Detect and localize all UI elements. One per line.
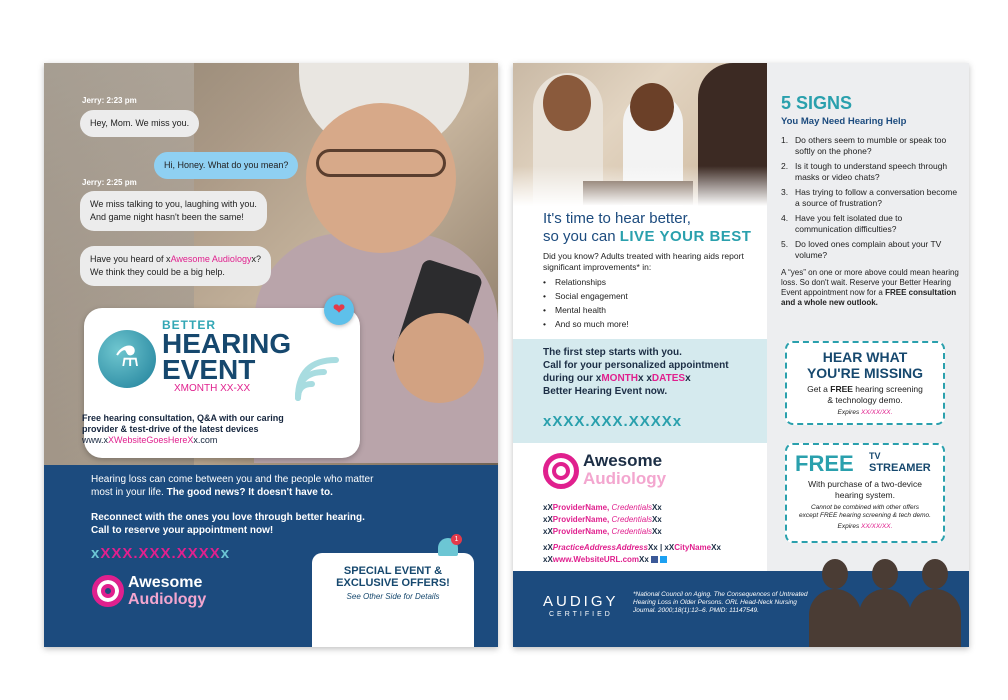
- flyer-front-page: [44, 63, 498, 647]
- coupon-expiry: [787, 523, 943, 530]
- url-part: XWebsiteGoesHereX: [108, 435, 194, 445]
- provider-x: xX: [543, 515, 553, 524]
- band-line: Reconnect with the ones you love through better hearing.: [91, 512, 365, 523]
- footnote: *National Council on Aging. The Consequences of Untreated Hearing Loss in Older Persons. ORL Head-Neck Nursing Journal. 2000;18(1):12–6. PMID: 11147549.: [633, 591, 808, 614]
- provider-x: xX: [543, 527, 553, 536]
- list-item: [781, 239, 961, 260]
- event-better-label: BETTER: [162, 318, 216, 332]
- event-desc-line: Free hearing consultation, Q&A with our caring: [82, 413, 284, 423]
- event-month: XMONTH XX-XX: [174, 383, 251, 394]
- coupon-desc: [787, 479, 943, 501]
- coupon-title: YOU'RE MISSING: [806, 365, 924, 381]
- sign-number: 2.: [781, 161, 789, 171]
- did-you-know-text: Did you know? Adults treated with hearing aids report significant improvements* in:: [543, 251, 744, 272]
- provider-name: ProviderName,: [552, 503, 612, 512]
- list-item: • And so much more!: [543, 319, 629, 333]
- band-bold: The good news? It doesn't have to.: [163, 487, 333, 498]
- chat-line: We miss talking to you, laughing with you.: [90, 199, 257, 209]
- provider-line: [543, 515, 662, 524]
- sign-text: Has trying to follow a conversation become a source of frustration?: [795, 187, 958, 208]
- brand-name: Awesome Audiology: [170, 254, 252, 264]
- address-x: Xx | xX: [647, 543, 675, 552]
- offer-title: SPECIAL EVENT &: [343, 565, 443, 577]
- coupon-text: hearing screening: [852, 384, 923, 394]
- coupon-free: FREE: [795, 451, 854, 476]
- logo-word: Audiology: [583, 469, 667, 488]
- logo-word: Audiology: [128, 591, 207, 608]
- coupon-expiry: [787, 409, 943, 416]
- event-url[interactable]: [82, 435, 382, 446]
- chat-bubble: [80, 191, 267, 231]
- step-dates: DATES: [651, 373, 686, 384]
- audigy-logo: AUDIGY: [543, 593, 619, 610]
- sign-number: 3.: [781, 187, 789, 197]
- band-cta: [91, 511, 431, 537]
- url-part: x.com: [193, 435, 218, 445]
- facebook-icon[interactable]: [651, 556, 658, 563]
- person-silhouette-icon: [909, 559, 961, 647]
- five-signs-panel: [767, 63, 969, 571]
- signs-title: 5 SIGNS: [781, 93, 853, 113]
- coupon-streamer: STREAMER: [869, 462, 931, 474]
- step-line: Better Hearing Event now.: [543, 386, 668, 397]
- special-offer-box: [312, 553, 474, 647]
- step-text: x x: [638, 373, 652, 384]
- band-paragraph: [91, 473, 431, 499]
- address-line: [543, 543, 721, 552]
- step-line: Call for your personalized appointment: [543, 360, 729, 371]
- provider-credentials: Credentials: [611, 515, 652, 524]
- step-text: during our x: [543, 373, 602, 384]
- chat-text: Have you heard of x: [90, 254, 171, 264]
- provider-x: Xx: [651, 503, 662, 512]
- event-event-label: EVENT: [162, 354, 256, 385]
- sign-number: 1.: [781, 135, 789, 145]
- band-line: most in your life.: [91, 487, 164, 498]
- coupon-text: hearing system.: [835, 490, 895, 500]
- band-line: Call to reserve your appointment now!: [91, 525, 274, 536]
- chat-line: We think they could be a big help.: [90, 267, 225, 277]
- provider-line: [543, 527, 662, 536]
- expiry-date: XX/XX/XX.: [861, 409, 893, 416]
- url-x: xX: [543, 555, 553, 564]
- ear-icon: ⚗: [98, 330, 156, 388]
- coupon-text: Get a: [807, 384, 831, 394]
- offer-note: See Other Side for Details: [346, 592, 440, 601]
- phone-number[interactable]: [91, 545, 230, 562]
- expiry-label: Expires: [837, 409, 862, 416]
- yes-paragraph: [781, 268, 961, 308]
- chat-text: x?: [251, 254, 261, 264]
- coupon-text: & technology demo.: [827, 395, 903, 405]
- chat-bubble: [80, 246, 271, 286]
- provider-credentials: Credentials: [611, 503, 652, 512]
- practice-address: PracticeAddressAddress: [552, 543, 648, 552]
- provider-x: xX: [543, 503, 553, 512]
- chat-bubble: Hi, Honey. What do you mean?: [154, 152, 298, 179]
- chat-sender-time: Jerry: 2:23 pm: [82, 96, 137, 105]
- list-item: [781, 135, 961, 156]
- coupon-desc: [787, 384, 943, 406]
- coupon-tv: TV: [869, 451, 881, 461]
- sign-text: Do others seem to mumble or speak too softly on the phone?: [795, 135, 947, 156]
- expiry-label: Expires: [837, 523, 862, 530]
- coupon-title: HEAR WHAT: [822, 349, 908, 365]
- step-line: [543, 373, 691, 384]
- audigy-certified: CERTIFIED: [549, 611, 613, 618]
- chat-sender-time: Jerry: 2:25 pm: [82, 178, 137, 187]
- fineprint-line: except FREE hearing screening & tech demo.: [799, 512, 931, 519]
- phone-digits: XXX.XXX.XXXX: [100, 545, 221, 562]
- heart-icon: ❤: [324, 295, 354, 325]
- free-tv-streamer-coupon: [785, 443, 945, 543]
- provider-line: [543, 503, 662, 512]
- signs-list: [781, 135, 961, 265]
- wifi-waves-icon: [284, 348, 344, 408]
- offer-title: EXCLUSIVE OFFERS!: [336, 577, 450, 589]
- sign-text: Is it tough to understand speech through masks or video chats?: [795, 161, 948, 182]
- chat-bubble: Hey, Mom. We miss you.: [80, 110, 199, 137]
- awesome-audiology-logo: [543, 450, 703, 492]
- family-chess-photo: [513, 63, 767, 206]
- sign-number: 4.: [781, 213, 789, 223]
- address-x: xX: [543, 543, 553, 552]
- logo-word: Awesome: [128, 574, 203, 591]
- bell-icon: [436, 534, 462, 558]
- headline: It's time to hear better,: [543, 210, 691, 227]
- step-text: x: [685, 373, 691, 384]
- band-line: Hearing loss can come between you and the people who matter: [91, 474, 374, 485]
- sign-number: 5.: [781, 239, 789, 249]
- list-item: • Social engagement: [543, 291, 629, 305]
- event-desc-line: provider & test-drive of the latest devices: [82, 424, 259, 434]
- list-item: • Mental health: [543, 305, 629, 319]
- phone-number[interactable]: xXXX.XXX.XXXXx: [543, 413, 683, 430]
- list-item: [781, 161, 961, 182]
- sign-text: Do loved ones complain about your TV volume?: [795, 239, 942, 260]
- event-hearing-label: HEARING: [162, 328, 292, 359]
- address-x: Xx: [711, 543, 721, 552]
- website-line[interactable]: [543, 555, 667, 564]
- footer-band: [513, 571, 969, 647]
- awesome-audiology-logo: [92, 572, 242, 612]
- list-item: [781, 187, 961, 208]
- logo-word: Awesome: [583, 451, 663, 470]
- flyer-back-page: [513, 63, 969, 647]
- person-silhouette-icon: [859, 559, 911, 647]
- list-item: [781, 213, 961, 234]
- provider-x: Xx: [651, 515, 662, 524]
- phone-x: x: [220, 545, 231, 562]
- notification-badge: 1: [451, 534, 462, 545]
- twitter-icon[interactable]: [660, 556, 667, 563]
- provider-x: Xx: [651, 527, 662, 536]
- swirl-logo-icon: [543, 453, 579, 489]
- yes-bold: FREE consultation and a whole new outlook.: [781, 288, 957, 307]
- swirl-logo-icon: [92, 575, 124, 607]
- sign-text: Have you felt isolated due to communication difficulties?: [795, 213, 903, 234]
- chat-line: And game night hasn't been the same!: [90, 212, 244, 222]
- hear-what-coupon: [785, 341, 945, 425]
- headline: [543, 228, 751, 245]
- step-line: The first step starts with you.: [543, 347, 682, 358]
- headline-text: so you can: [543, 228, 620, 245]
- provider-name: ProviderName,: [552, 515, 612, 524]
- url-part: www.x: [82, 435, 109, 445]
- provider-name: ProviderName,: [552, 527, 612, 536]
- coupon-text: With purchase of a two-device: [808, 479, 922, 489]
- yes-text: A “yes” on one or more above could mean hearing loss. So don't wait. Reserve your Better Hearing Event appointment now for a: [781, 268, 959, 297]
- coupon-bold: FREE: [830, 384, 853, 394]
- event-description: [82, 413, 382, 446]
- coupon-fineprint: [787, 504, 943, 520]
- provider-credentials: Credentials: [611, 527, 652, 536]
- signs-subtitle: You May Need Hearing Help: [781, 116, 907, 127]
- chat-line: [90, 253, 261, 266]
- city-name: CityName: [674, 543, 712, 552]
- expiry-date: XX/XX/XX.: [861, 523, 893, 530]
- website-url: www.WebsiteURL.com: [552, 555, 640, 564]
- list-item: • Relationships: [543, 277, 629, 291]
- headline-emphasis: LIVE YOUR BEST: [619, 228, 752, 245]
- person-silhouette-icon: [809, 559, 861, 647]
- url-x: Xx: [639, 555, 649, 564]
- phone-x: x: [91, 545, 101, 562]
- step-month: MONTH: [601, 373, 639, 384]
- benefits-list: [543, 277, 629, 333]
- fineprint-line: Cannot be combined with other offers: [810, 504, 920, 511]
